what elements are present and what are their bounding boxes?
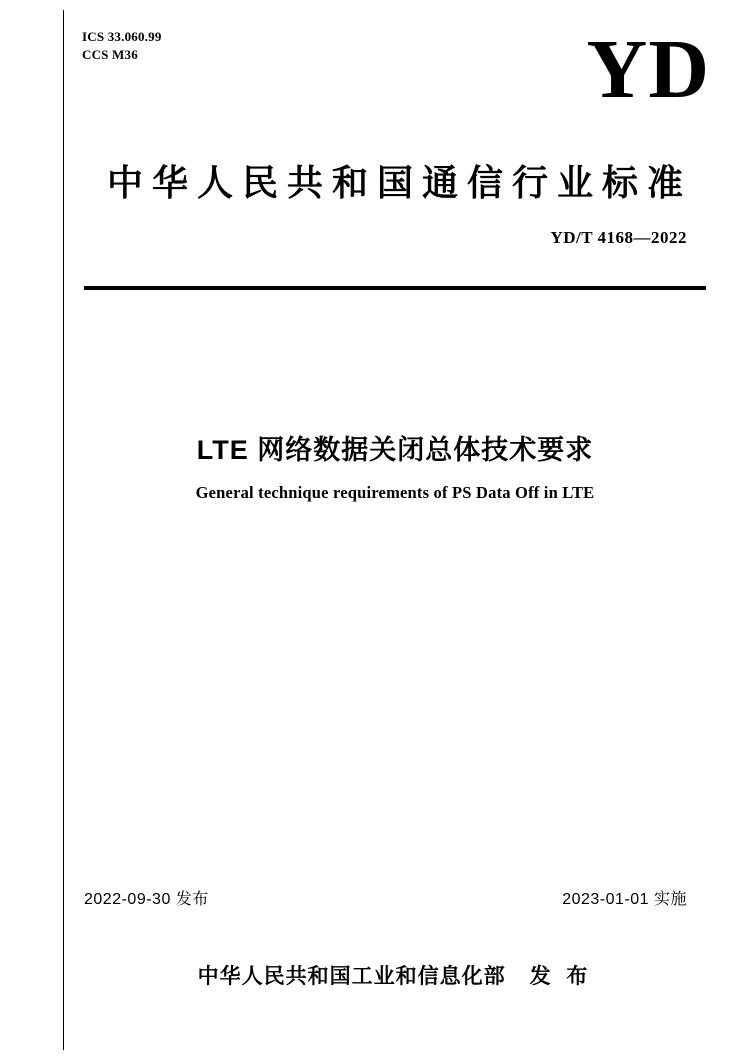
ics-classification-block [82,28,162,64]
standard-number: YD/T 4168—2022 [550,228,687,247]
left-vertical-rule [63,10,64,1050]
ics-code: ICS 33.060.99 [82,29,162,44]
effective-date: 2023-01-01 实施 [562,891,687,908]
document-title-chinese: LTE 网络数据关闭总体技术要求 [196,435,594,465]
document-title-english: General technique requirements of PS Data Off in LTE [195,483,595,502]
issue-date: 2022-09-30 发布 [84,891,209,908]
publisher-verb: 发 布 [529,965,593,988]
publisher-name: 中华人民共和国工业和信息化部 [197,965,506,988]
standard-series-title: 中华人民共和国通信行业标准 [106,162,692,203]
publisher-line [84,960,706,990]
yd-logo: YD [586,23,710,116]
header-divider [84,286,706,290]
ccs-code: CCS M36 [82,47,138,62]
